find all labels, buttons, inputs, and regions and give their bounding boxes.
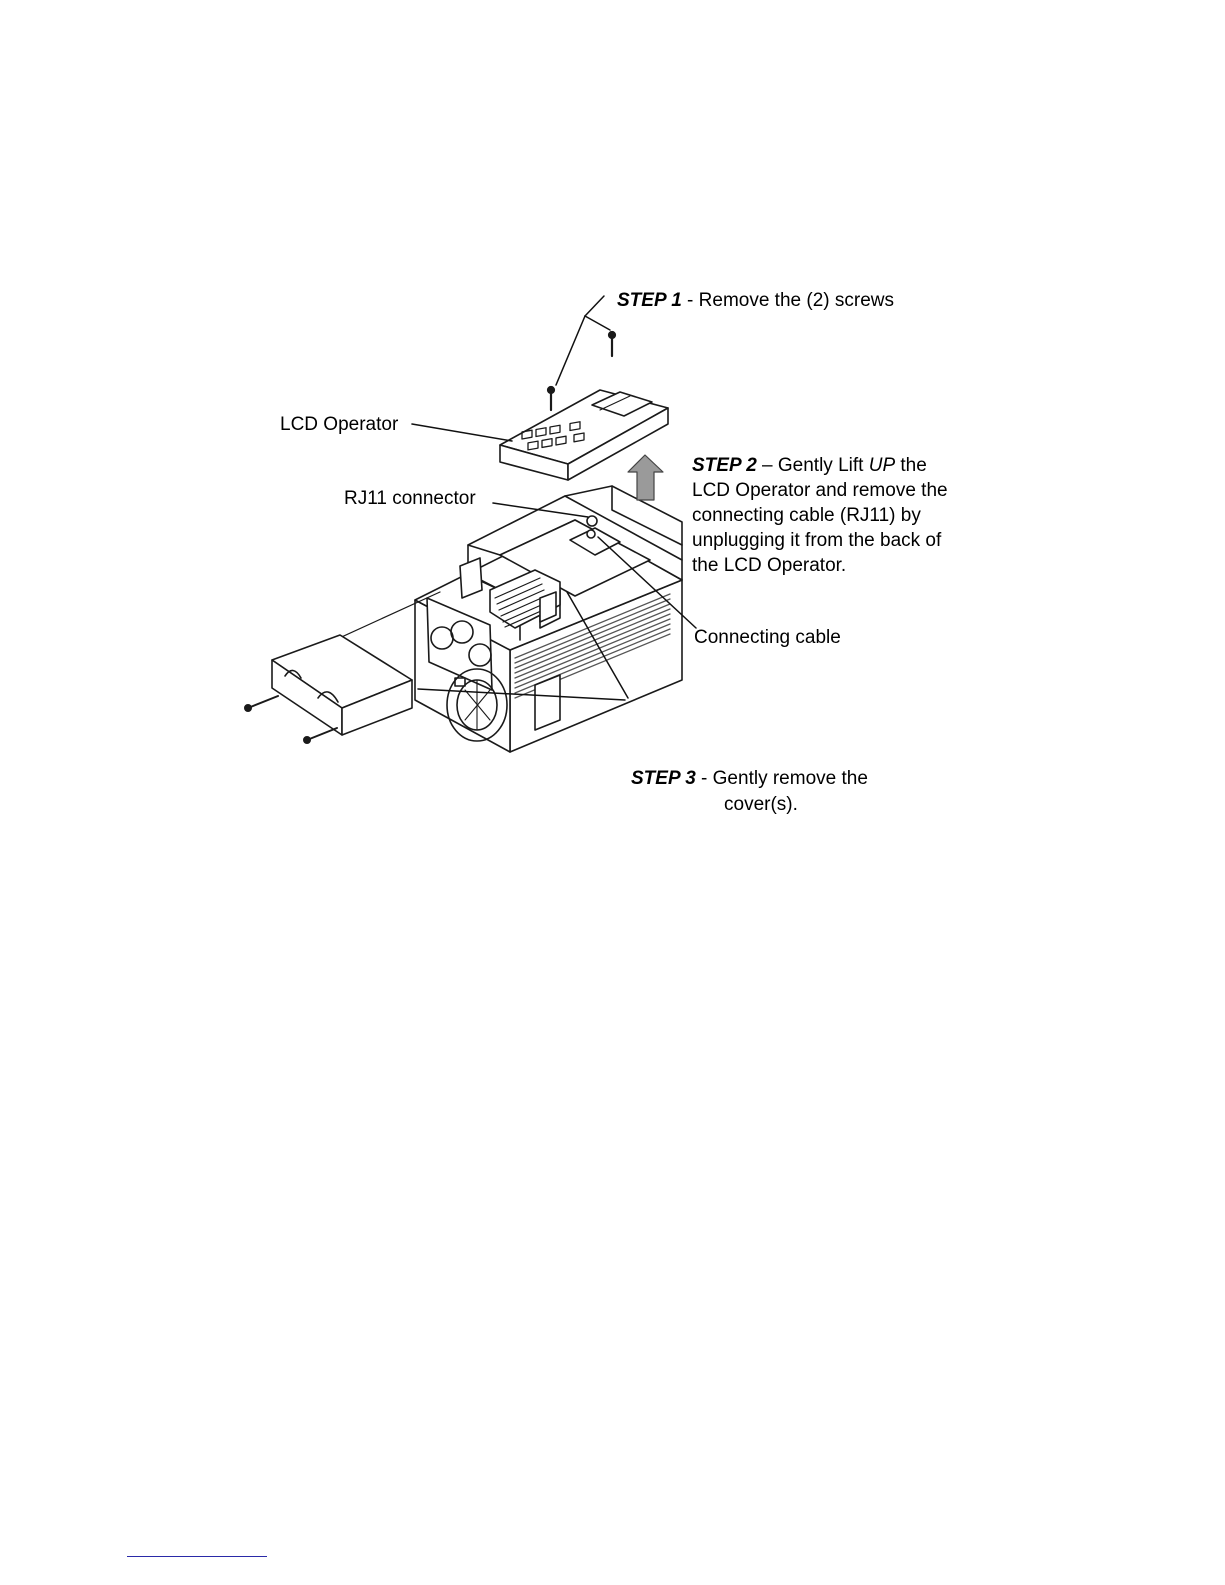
step2-callout <box>692 453 948 578</box>
step2-line: unplugging it from the back of <box>692 530 942 551</box>
step2-text-b: the <box>895 455 927 476</box>
step2-text-a: Gently Lift <box>777 455 869 476</box>
step2-separator: – <box>756 455 778 476</box>
step2-emphasis: UP <box>868 455 896 476</box>
rj11-connector-label: RJ11 connector <box>344 488 476 509</box>
step2-line: LCD Operator and remove the <box>692 480 948 501</box>
connecting-cable-label: Connecting cable <box>694 627 841 648</box>
lcd-operator-label: LCD Operator <box>280 414 399 435</box>
step3-separator: - <box>695 768 713 789</box>
step1-callout <box>617 288 894 313</box>
step2-line: connecting cable (RJ11) by <box>692 505 921 526</box>
step1-separator: - <box>681 290 699 311</box>
step3-line2: cover(s). <box>724 794 798 815</box>
step1-tag: STEP 1 <box>617 290 682 311</box>
drive-housing <box>415 486 682 752</box>
step1-text: Remove the (2) screws <box>698 290 894 311</box>
step3-text: Gently remove the <box>712 768 868 789</box>
step2-line: the LCD Operator. <box>692 555 847 576</box>
step3-callout <box>631 766 868 791</box>
lift-up-arrow <box>628 455 663 500</box>
footnote-divider <box>127 1556 267 1557</box>
step2-tag: STEP 2 <box>692 455 757 476</box>
step3-tag: STEP 3 <box>631 768 696 789</box>
